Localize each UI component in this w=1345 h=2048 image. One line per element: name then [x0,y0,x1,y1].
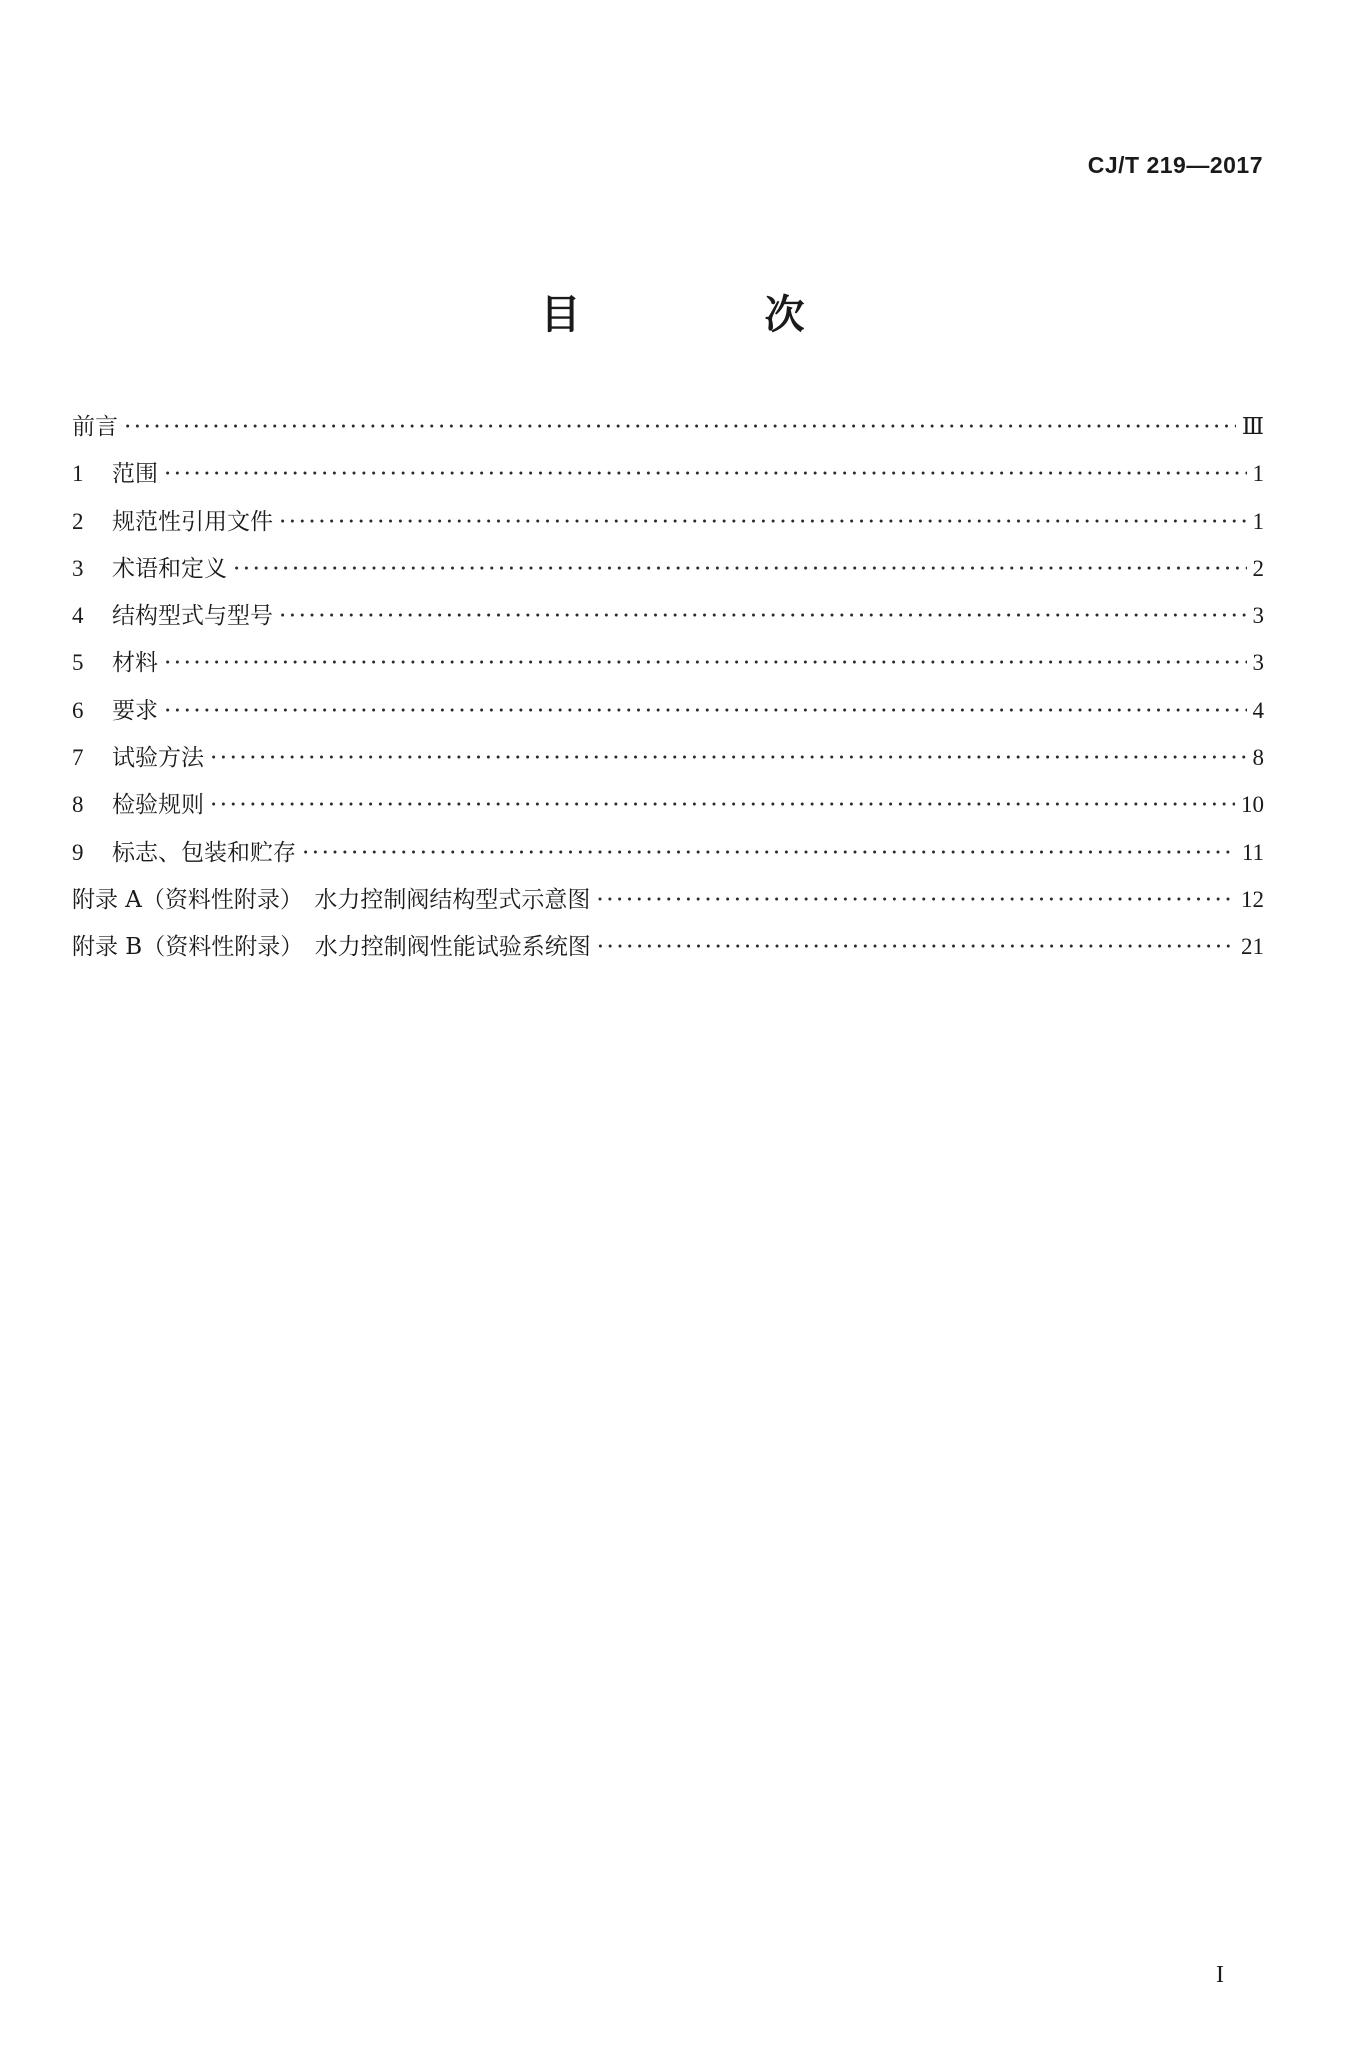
table-of-contents [72,408,1264,976]
toc-entry-page: 4 [1252,697,1264,723]
toc-entry-page: 3 [1252,650,1264,676]
toc-entry-label: 范围 [112,461,158,488]
standard-code: CJ/T 219—2017 [1087,152,1263,178]
toc-entry-number: 4 [72,603,84,629]
toc-entry-number: 7 [72,745,84,771]
toc-entry-label: 标志、包装和贮存 [112,839,296,866]
toc-entry-label: 术语和定义 [112,555,227,582]
toc-entry-label: 检验规则 [112,792,204,819]
toc-entry-label: 结构型式与型号 [112,603,273,630]
toc-entry-page: 2 [1252,555,1264,581]
toc-entry-label: 前言 [72,414,118,440]
toc-entry-number: 2 [72,508,84,534]
toc-entry-2[interactable] [72,503,1264,550]
toc-entry-appendix-b[interactable] [72,928,1264,975]
toc-entry-5[interactable] [72,644,1264,691]
toc-leader-dots [279,603,1247,629]
toc-entry-4[interactable] [72,597,1264,644]
toc-entry-page: 1 [1252,461,1264,487]
toc-entry-page: 21 [1241,934,1264,960]
toc-entry-foreword[interactable] [72,408,1264,455]
toc-leader-dots [210,792,1235,818]
toc-entry-number: 6 [72,697,84,723]
toc-entry-number: 9 [72,839,84,865]
toc-entry-label: 材料 [112,650,158,677]
toc-leader-dots [302,840,1236,866]
toc-entry-label: 附录 B（资料性附录） 水力控制阀性能试验系统图 [72,934,591,961]
toc-entry-page: 8 [1252,745,1264,771]
toc-entry-number: 5 [72,650,84,676]
toc-entry-page: 10 [1241,792,1264,818]
toc-entry-6[interactable] [72,692,1264,739]
toc-entry-number: 1 [72,461,84,487]
toc-entry-page: 3 [1252,603,1264,629]
toc-leader-dots [164,461,1247,487]
toc-entry-label: 试验方法 [112,745,204,772]
toc-entry-9[interactable] [72,834,1264,881]
page-number: I [1216,1962,1224,1988]
toc-leader-dots [233,556,1247,582]
page-title: 目 次 [540,292,877,338]
toc-entry-label: 要求 [112,697,158,724]
toc-entry-page: 1 [1252,508,1264,534]
toc-entry-label: 附录 A（资料性附录） 水力控制阀结构型式示意图 [72,886,591,913]
toc-leader-dots [164,698,1247,724]
toc-leader-dots [124,414,1236,440]
toc-entry-1[interactable] [72,455,1264,502]
toc-entry-3[interactable] [72,550,1264,597]
toc-entry-page: 11 [1241,839,1264,865]
toc-entry-8[interactable] [72,786,1264,833]
toc-entry-page: 12 [1241,886,1264,912]
toc-leader-dots [596,887,1235,913]
toc-leader-dots [164,650,1247,676]
toc-entry-7[interactable] [72,739,1264,786]
toc-entry-number: 3 [72,555,84,581]
toc-leader-dots [597,934,1235,960]
toc-leader-dots [279,509,1247,535]
toc-entry-label: 规范性引用文件 [112,508,273,535]
toc-entry-number: 8 [72,792,84,818]
toc-entry-appendix-a[interactable] [72,881,1264,928]
toc-entry-page: Ⅲ [1241,414,1264,439]
toc-leader-dots [210,745,1247,771]
